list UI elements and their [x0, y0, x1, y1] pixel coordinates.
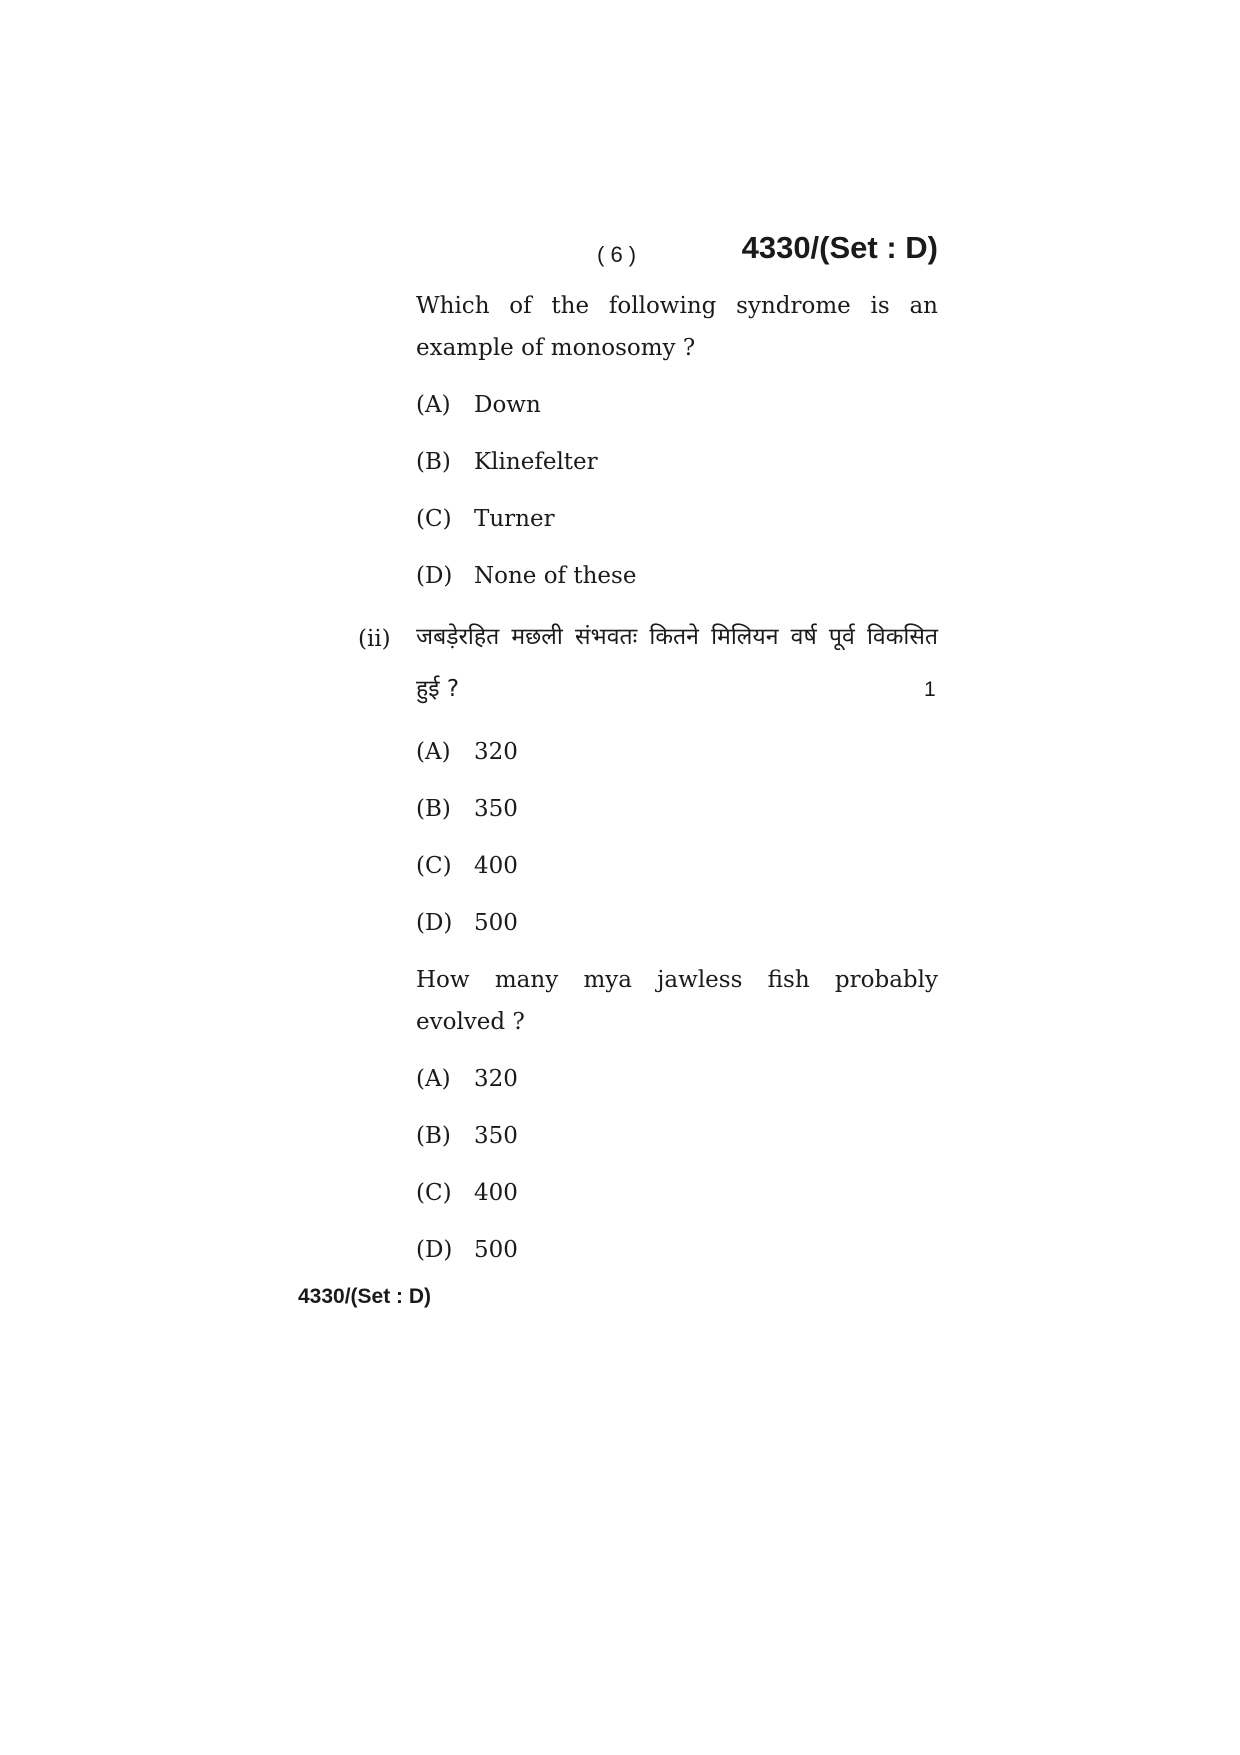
option-letter: (A) — [416, 392, 451, 418]
q2-hindi-option-a — [416, 737, 518, 767]
option-letter: (C) — [416, 853, 452, 879]
option-text: 320 — [474, 1066, 518, 1092]
q1-option-d — [416, 561, 636, 591]
footer-set-code: 4330/(Set : D) — [298, 1285, 432, 1308]
q1-option-b — [416, 447, 598, 477]
option-text: 500 — [474, 910, 518, 936]
q2-english-option-a — [416, 1064, 518, 1094]
option-letter: (D) — [416, 1237, 453, 1263]
q1-english-text — [416, 285, 938, 369]
q2-hindi-line-2: हुई ? — [416, 676, 460, 702]
q2-english-option-c — [416, 1178, 518, 1208]
option-text: 320 — [474, 739, 518, 765]
q2-english-option-d — [416, 1235, 518, 1265]
option-letter: (A) — [416, 739, 451, 765]
option-text: None of these — [474, 563, 637, 589]
q2-hindi-option-b — [416, 794, 518, 824]
option-text: Klinefelter — [474, 449, 598, 475]
header-set-code: 4330/(Set : D) — [741, 230, 938, 265]
option-letter: (C) — [416, 506, 452, 532]
option-text: 350 — [474, 1123, 518, 1149]
option-letter: (B) — [416, 1123, 451, 1149]
option-letter: (C) — [416, 1180, 452, 1206]
q1-english-line-1: Which of the following syndrome is an — [416, 293, 938, 319]
option-letter: (A) — [416, 1066, 451, 1092]
q2-english-text — [416, 959, 938, 1043]
q1-option-a — [416, 390, 541, 420]
page-number: ( 6 ) — [597, 242, 637, 267]
q2-english-line-2: evolved ? — [416, 1009, 525, 1035]
option-text: 500 — [474, 1237, 518, 1263]
q1-option-c — [416, 504, 555, 534]
q2-hindi-option-c — [416, 851, 518, 881]
q2-english-option-b — [416, 1121, 518, 1151]
q2-hindi-text — [416, 611, 938, 715]
q2-hindi-line-1: जबड़ेरहित मछली संभवतः कितने मिलियन वर्ष पूर्व विकसित — [416, 624, 938, 650]
option-text: 350 — [474, 796, 518, 822]
question-marks: 1 — [924, 678, 936, 701]
option-text: 400 — [474, 853, 518, 879]
option-letter: (D) — [416, 563, 453, 589]
q2-hindi-option-d — [416, 908, 518, 938]
q2-english-line-1: How many mya jawless fish probably — [416, 967, 938, 993]
q1-english-line-2: example of monosomy ? — [416, 335, 696, 361]
option-letter: (B) — [416, 796, 451, 822]
option-letter: (B) — [416, 449, 451, 475]
option-text: Down — [474, 392, 541, 418]
option-text: Turner — [474, 506, 555, 532]
option-text: 400 — [474, 1180, 518, 1206]
question-number: (ii) — [358, 626, 391, 652]
option-letter: (D) — [416, 910, 453, 936]
